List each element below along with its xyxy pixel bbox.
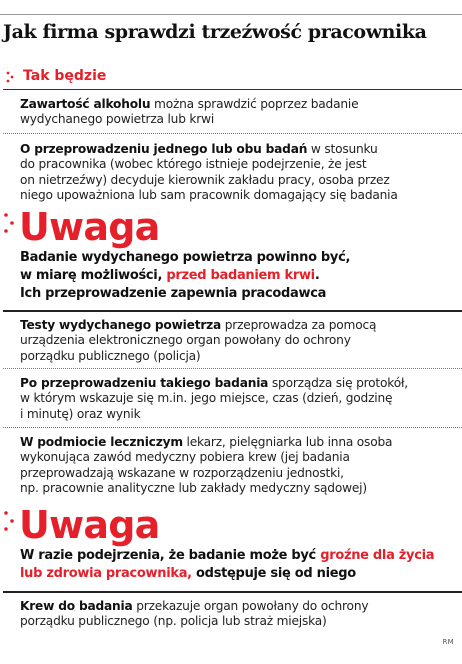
warning-heading [3,505,159,545]
block-lead: W podmiocie leczniczym [20,435,183,449]
warning-heading [3,207,159,247]
info-block-protocol [20,376,460,422]
warning-line: Badanie wydychanego powietrza powinno być, [20,250,351,265]
section-rule [3,591,462,593]
warning-title: Uwaga [19,503,160,547]
block-lead: Testy wydychanego powietrza [20,318,222,332]
warning-text [20,249,460,303]
block-line: przeprowadzają wskazane w rozporządzeniu jednostki, [20,465,344,480]
block-line: wydychanego powietrza lub krwi [20,112,215,127]
block-line: niego upoważniona lub sam pracownik domagający się badania [20,187,398,202]
block-text: można sprawdzić poprzez badanie [150,97,359,111]
block-text: w stosunku [307,142,378,156]
top-rule [0,14,462,15]
block-line: i minutę) oraz wynik [20,406,141,421]
info-block-medical-entity [20,435,460,496]
section-label: Tak będzie [23,68,107,84]
section-header [3,68,462,90]
block-text: przekazuje organ powołany do ochrony [132,599,369,613]
warning-line: w miarę możliwości, [20,268,167,283]
info-block-blood-handover [20,599,460,630]
warning-line: W razie podejrzenia, że badanie może być [20,548,321,563]
block-line: w którym wskazuje się m.in. jego miejsce, czas (dzień, godzinę [20,391,393,406]
block-lead: Zawartość alkoholu [20,97,151,111]
chevron-right-icon [5,70,19,84]
warning-title: Uwaga [19,205,160,249]
warning-highlight: przed badaniem krwi [166,268,315,283]
chevron-right-icon [3,508,15,534]
dotted-divider [3,368,462,369]
info-block-alcohol-content [20,97,460,128]
author-credit: RM [442,638,454,646]
warning-line: . [314,268,320,283]
block-line: do pracownika (wobec którego istnieje podejrzenie, że jest [20,157,367,172]
page-title: Jak firma sprawdzi trzeźwość pracownika [3,21,427,43]
chevron-right-icon [3,210,15,236]
warning-line: Ich przeprowadzenie zapewnia pracodawca [20,286,327,301]
warning-text [20,547,460,583]
dotted-divider [3,427,462,428]
block-line: urządzenia elektronicznego organ powołany do ochrony [20,333,351,348]
warning-highlight: lub zdrowia pracownika, [20,566,192,581]
block-line: porządku publicznego (np. policja lub straż miejska) [20,614,327,629]
warning-highlight: groźne dla życia [320,548,435,563]
info-block-breath-tests [20,318,460,364]
dotted-divider [3,133,462,134]
block-lead: Po przeprowadzeniu takiego badania [20,376,269,390]
block-line: np. pracownie analityczne lub zakłady medyczny sądowej) [20,480,367,495]
block-text: lekarz, pielęgniarka lub inna osoba [182,435,393,449]
block-line: porządku publicznego (policja) [20,348,201,363]
block-text: przeprowadza za pomocą [221,318,377,332]
block-line: on nietrzeźwy) decyduje kierownik zakładu pracy, osoba przez [20,172,390,187]
block-lead: Krew do badania [20,599,133,613]
block-lead: O przeprowadzeniu jednego lub obu badań [20,142,308,156]
info-block-who-decides [20,142,460,203]
section-rule [3,310,462,312]
block-line: wykonująca zawód medyczny pobiera krew (jej badania [20,450,350,465]
block-text: sporządza się protokół, [268,376,408,390]
warning-line: odstępuje się od niego [191,566,356,581]
